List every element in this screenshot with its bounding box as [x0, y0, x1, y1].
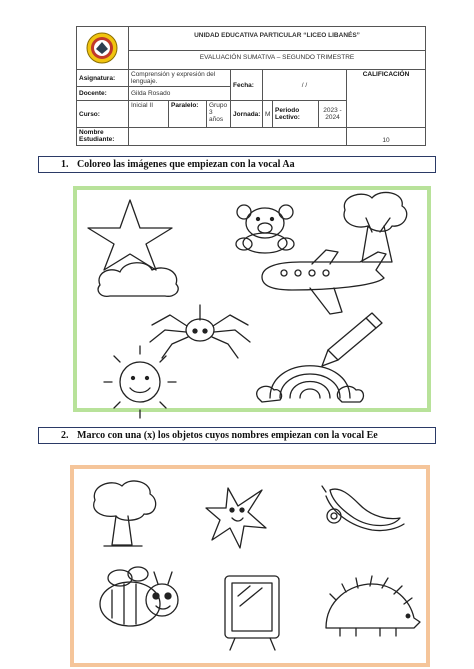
- docente-label: Docente:: [77, 87, 129, 101]
- question-2-number: 2.: [61, 430, 69, 441]
- teddy-bear-icon[interactable]: [236, 205, 294, 253]
- tree-icon[interactable]: [344, 192, 407, 262]
- periodo-label: Periodo Lectivo:: [273, 101, 319, 128]
- hedgehog-icon[interactable]: [326, 576, 420, 636]
- calificacion-label: CALIFICACIÓN: [347, 70, 426, 128]
- bee-icon[interactable]: [100, 567, 178, 626]
- sun-icon[interactable]: [104, 346, 176, 418]
- asignatura-value: Comprensión y expresión del lenguaje.: [129, 70, 231, 87]
- question-2-text: Marco con una (x) los objetos cuyos nombres empiezan con la vocal Ee: [77, 430, 378, 441]
- nombre-label: Nombre Estudiante:: [77, 128, 129, 146]
- jornada-label: Jornada:: [231, 101, 263, 128]
- curso-value: Inicial II: [129, 101, 169, 128]
- exam-title: EVALUACIÓN SUMATIVA – SEGUNDO TRIMESTRE: [129, 51, 426, 70]
- bananas-icon[interactable]: [322, 486, 404, 531]
- curso-label: Curso:: [77, 101, 129, 128]
- star-icon[interactable]: [88, 200, 172, 270]
- paralelo-label: Paralelo:: [169, 101, 207, 128]
- starfish-icon[interactable]: [206, 488, 266, 548]
- tree-icon[interactable]: [94, 481, 156, 546]
- question-1-number: 1.: [61, 159, 69, 170]
- airplane-icon[interactable]: [262, 250, 386, 314]
- fecha-label: Fecha:: [231, 70, 263, 101]
- school-name: UNIDAD EDUCATIVA PARTICULAR “LICEO LIBANÉS”: [129, 27, 426, 51]
- score-max: 10: [347, 128, 426, 146]
- mirror-icon[interactable]: [225, 576, 279, 650]
- asignatura-label: Asignatura:: [77, 70, 129, 87]
- docente-value: Gilda Rosado: [129, 87, 231, 101]
- pencil-icon[interactable]: [322, 313, 382, 366]
- question-1-text: Coloreo las imágenes que empiezan con la vocal Aa: [77, 159, 295, 170]
- periodo-value: 2023 - 2024: [319, 101, 347, 128]
- jornada-value: M: [263, 101, 273, 128]
- paralelo-value: Grupo 3 años: [207, 101, 231, 128]
- spider-icon[interactable]: [150, 305, 250, 358]
- rainbow-icon[interactable]: [257, 366, 364, 402]
- cloud-icon[interactable]: [98, 263, 178, 297]
- fecha-value: / /: [263, 70, 347, 101]
